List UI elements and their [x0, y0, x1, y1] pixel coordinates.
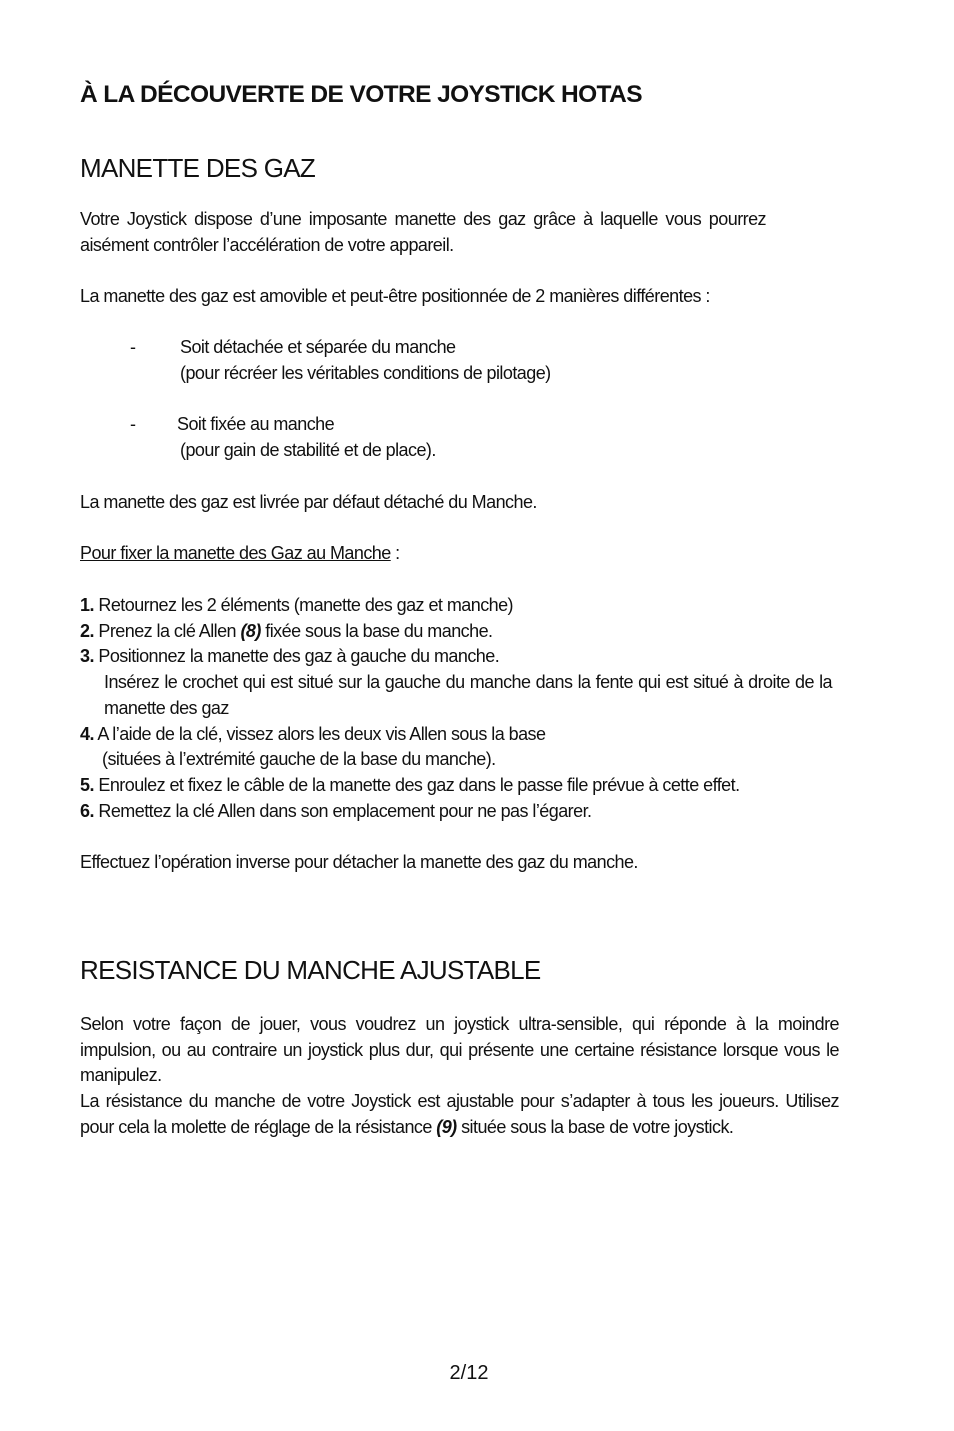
- step-3-continuation: Insérez le crochet qui est situé sur la gauche du manche dans la fente qui est situé à droite de la manette des gaz: [104, 672, 832, 718]
- page-heading: À LA DÉCOUVERTE DE VOTRE JOYSTICK HOTAS: [80, 81, 642, 108]
- positions-intro-paragraph: La manette des gaz est amovible et peut-être positionnée de 2 manières différentes :: [80, 286, 710, 306]
- step-text: Remettez la clé Allen dans son emplacement pour ne pas l’égarer.: [93, 800, 592, 821]
- option-detached-note: (pour récréer les véritables conditions de pilotage): [180, 362, 551, 383]
- step-text: A l’aide de la clé, vissez alors les deux vis Allen sous la base: [93, 723, 546, 744]
- step-text: Retournez les 2 éléments (manette des gaz et manche): [93, 595, 514, 615]
- step-1: [80, 593, 832, 619]
- default-note-paragraph: La manette des gaz est livrée par défaut détaché du Manche.: [80, 492, 537, 512]
- step-number: 2.: [80, 620, 94, 641]
- step-text: Prenez la clé Allen: [93, 620, 241, 641]
- step-number: 1.: [80, 595, 94, 615]
- resistance-text-end: située sous la base de votre joystick.: [456, 1116, 734, 1137]
- step-number: 4.: [80, 723, 94, 744]
- section-title-resistance: RESISTANCE DU MANCHE AJUSTABLE: [80, 955, 541, 985]
- reverse-note-paragraph: Effectuez l’opération inverse pour détacher la manette des gaz du manche.: [80, 852, 638, 872]
- step-3: [80, 644, 832, 670]
- option-detached-label: Soit détachée et séparée du manche: [180, 337, 456, 357]
- resistance-text: La résistance du manche de votre Joystick est ajustable pour s’adapter à tous les joueurs. Utilisez pour cela la molette de réglage de la résistance: [80, 1091, 839, 1137]
- steps-list: [80, 593, 832, 824]
- step-4: [80, 722, 832, 748]
- page-number: 2/12: [449, 1362, 489, 1384]
- component-reference: (9): [436, 1116, 457, 1137]
- step-2: [80, 619, 832, 645]
- resistance-paragraph-1: Selon votre façon de jouer, vous voudrez un joystick ultra-sensible, qui réponde à la moindre impulsion, ou au contraire un joystick plus dur, qui présente une certaine résistance lorsque vous le manipulez.: [80, 1014, 839, 1086]
- step-6: [80, 799, 832, 825]
- step-number: 5.: [80, 774, 94, 795]
- option-attached-note: (pour gain de stabilité et de place).: [180, 439, 436, 460]
- step-number: 6.: [80, 800, 94, 821]
- howto-label: Pour fixer la manette des Gaz au Manche: [80, 543, 391, 563]
- component-reference: (8): [240, 620, 261, 641]
- throttle-intro-paragraph: Votre Joystick dispose d’une imposante manette des gaz grâce à laquelle vous pourrez aisément contrôler l’accélération de votre appareil.: [80, 209, 766, 255]
- howto-colon: :: [390, 543, 400, 563]
- step-4-continuation: (situées à l’extrémité gauche de la base du manche).: [102, 749, 496, 770]
- section-title-throttle: MANETTE DES GAZ: [80, 153, 316, 183]
- step-number: 3.: [80, 646, 94, 667]
- list-dash: -: [130, 414, 136, 434]
- list-dash: -: [130, 337, 136, 357]
- step-5: [80, 773, 832, 799]
- step-text: Enroulez et fixez le câble de la manette des gaz dans le passe file prévue à cette effet.: [93, 774, 740, 795]
- step-text: Positionnez la manette des gaz à gauche du manche.: [93, 646, 500, 667]
- option-attached-label: Soit fixée au manche: [177, 414, 335, 434]
- howto-heading: [80, 541, 400, 567]
- step-text-end: fixée sous la base du manche.: [260, 620, 493, 641]
- resistance-paragraph-2: [80, 1089, 839, 1140]
